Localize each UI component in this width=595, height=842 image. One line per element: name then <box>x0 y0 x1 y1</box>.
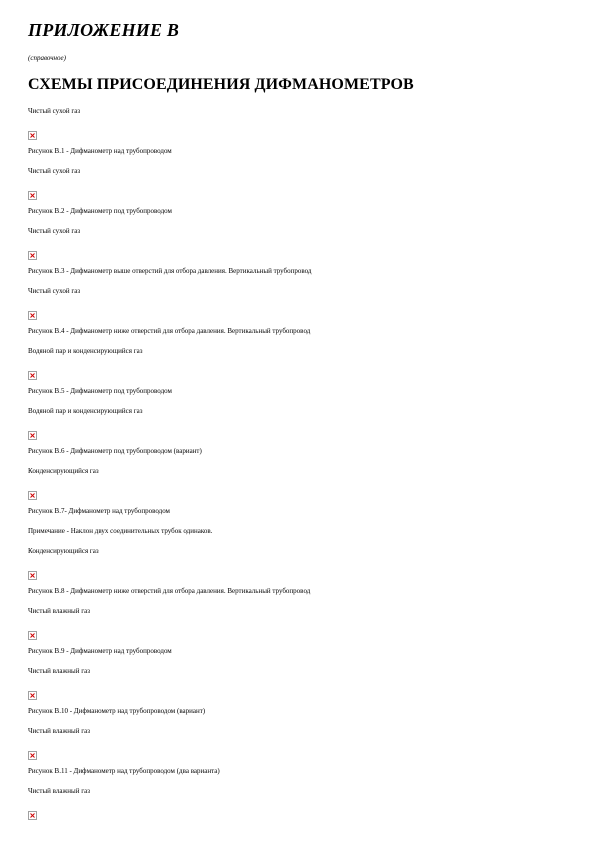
figure-label: Чистый сухой газ <box>28 167 81 175</box>
figure-caption: Рисунок В.2 - Дифманометр под трубопроводом <box>28 207 172 215</box>
figure-caption: Рисунок В.4 - Дифманометр ниже отверстий для отбора давления. Вертикальный трубопровод <box>28 327 311 335</box>
section-heading: СХЕМЫ ПРИСОЕДИНЕНИЯ ДИФМАНОМЕТРОВ <box>28 76 414 93</box>
broken-image-icon <box>28 491 37 500</box>
broken-image-icon <box>28 311 37 320</box>
figure-note: Примечание - Наклон двух соединительных трубок одинаков. <box>28 527 213 535</box>
figure-caption: Рисунок В.3 - Дифманометр выше отверстий для отбора давления. Вертикальный трубопровод <box>28 267 312 275</box>
figure-label: Водяной пар и конденсирующийся газ <box>28 347 143 355</box>
broken-image-icon <box>28 571 37 580</box>
figure-label: Водяной пар и конденсирующийся газ <box>28 407 143 415</box>
figure-label: Конденсирующийся газ <box>28 467 99 475</box>
broken-image-icon <box>28 631 37 640</box>
figure-caption: Рисунок В.6 - Дифманометр под трубопроводом (вариант) <box>28 447 202 455</box>
broken-image-icon <box>28 371 37 380</box>
figure-label: Чистый сухой газ <box>28 287 81 295</box>
figure-caption: Рисунок В.8 - Дифманометр ниже отверстий для отбора давления. Вертикальный трубопровод <box>28 587 311 595</box>
appendix-title: ПРИЛОЖЕНИЕ В <box>28 20 180 40</box>
broken-image-icon <box>28 131 37 140</box>
broken-image-icon <box>28 251 37 260</box>
appendix-note: (справочное) <box>28 54 66 62</box>
figure-label: Чистый сухой газ <box>28 107 81 115</box>
broken-image-icon <box>28 811 37 820</box>
figure-caption: Рисунок В.1 - Дифманометр над трубопроводом <box>28 147 172 155</box>
figure-caption: Рисунок В.7- Дифманометр над трубопроводом <box>28 507 170 515</box>
broken-image-icon <box>28 191 37 200</box>
broken-image-icon <box>28 431 37 440</box>
figure-label: Чистый влажный газ <box>28 727 90 735</box>
figure-caption: Рисунок В.5 - Дифманометр под трубопроводом <box>28 387 172 395</box>
broken-image-icon <box>28 691 37 700</box>
figure-caption: Рисунок В.11 - Дифманометр над трубопроводом (два варианта) <box>28 767 220 775</box>
figure-caption: Рисунок В.10 - Дифманометр над трубопроводом (вариант) <box>28 707 206 715</box>
figure-label: Чистый влажный газ <box>28 787 90 795</box>
figure-label: Чистый влажный газ <box>28 607 90 615</box>
figure-caption: Рисунок В.9 - Дифманометр над трубопроводом <box>28 647 172 655</box>
figure-label: Чистый сухой газ <box>28 227 81 235</box>
figure-label: Чистый влажный газ <box>28 667 90 675</box>
figure-label: Конденсирующийся газ <box>28 547 99 555</box>
broken-image-icon <box>28 751 37 760</box>
